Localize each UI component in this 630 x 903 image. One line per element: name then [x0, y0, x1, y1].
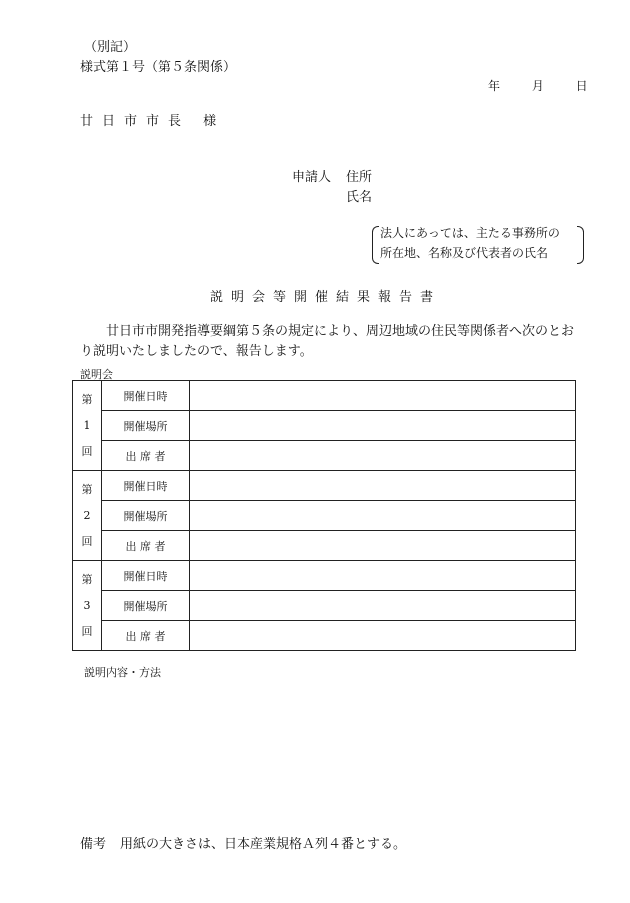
- meeting-row: [73, 411, 576, 441]
- meeting-round-cell: [73, 471, 102, 561]
- meeting-round-prefix: 第: [81, 482, 93, 496]
- meeting-round-suffix: 回: [81, 624, 93, 638]
- meeting-field-value[interactable]: [190, 501, 576, 531]
- meeting-field-value[interactable]: [190, 411, 576, 441]
- meeting-row: [73, 591, 576, 621]
- meeting-field-value[interactable]: [190, 531, 576, 561]
- meeting-row: [73, 501, 576, 531]
- meeting-round-number: 1: [83, 418, 91, 432]
- meeting-field-label: 出 席 者: [102, 441, 190, 471]
- meeting-field-label: 開催日時: [102, 561, 190, 591]
- body-line-2: り説明いたしましたので、報告します。: [80, 344, 313, 359]
- meeting-row: [73, 471, 576, 501]
- document-title: 説明会等開催結果報告書: [210, 290, 442, 305]
- meeting-field-value[interactable]: [190, 381, 576, 411]
- date-line: 年 月 日: [488, 79, 588, 93]
- right-bracket: [577, 226, 584, 264]
- meeting-round-suffix: 回: [81, 444, 93, 458]
- meeting-row: [73, 561, 576, 591]
- meeting-field-value[interactable]: [190, 561, 576, 591]
- meeting-round-number: 2: [83, 508, 91, 522]
- meeting-row: [73, 531, 576, 561]
- meeting-table: [72, 380, 576, 651]
- meeting-field-value[interactable]: [190, 591, 576, 621]
- meeting-round-cell: [73, 561, 102, 651]
- section-label: 説明会: [80, 368, 113, 381]
- applicant-label: 申請人: [292, 170, 332, 185]
- meeting-field-label: 出 席 者: [102, 621, 190, 651]
- remarks: [80, 833, 406, 852]
- left-bracket: [372, 226, 379, 264]
- addressee: 廿日市市長 様: [80, 114, 226, 129]
- meeting-field-value[interactable]: [190, 441, 576, 471]
- body-paragraph: [80, 322, 590, 362]
- meeting-round-number: 3: [83, 598, 91, 612]
- meeting-field-label: 開催場所: [102, 411, 190, 441]
- content-section-label: 説明内容・方法: [84, 666, 161, 679]
- corporation-note: [372, 224, 584, 264]
- remarks-text: 用紙の大きさは、日本産業規格Ａ列４番とする。: [120, 837, 407, 852]
- appendix-label: （別記）: [84, 40, 137, 55]
- remarks-label: 備考: [80, 837, 107, 852]
- corporation-note-line-1: 法人にあっては、主たる事務所の: [380, 226, 560, 240]
- meeting-row: [73, 441, 576, 471]
- meeting-field-value[interactable]: [190, 471, 576, 501]
- meeting-field-label: 開催場所: [102, 591, 190, 621]
- meeting-field-label: 出 席 者: [102, 531, 190, 561]
- name-label: 氏名: [346, 190, 373, 205]
- meeting-round-prefix: 第: [81, 572, 93, 586]
- meeting-round-cell: [73, 381, 102, 471]
- meeting-round-suffix: 回: [81, 534, 93, 548]
- form-number: 様式第１号（第５条関係）: [80, 60, 237, 75]
- meeting-field-label: 開催場所: [102, 501, 190, 531]
- meeting-field-label: 開催日時: [102, 471, 190, 501]
- meeting-field-label: 開催日時: [102, 381, 190, 411]
- meeting-round-prefix: 第: [81, 392, 93, 406]
- meeting-row: [73, 381, 576, 411]
- meeting-field-value[interactable]: [190, 621, 576, 651]
- body-line-1: 廿日市市開発指導要綱第５条の規定により、周辺地域の住民等関係者へ次のとお: [106, 324, 575, 339]
- address-label: 住所: [346, 170, 373, 185]
- meeting-row: [73, 621, 576, 651]
- corporation-note-line-2: 所在地、名称及び代表者の氏名: [380, 246, 549, 260]
